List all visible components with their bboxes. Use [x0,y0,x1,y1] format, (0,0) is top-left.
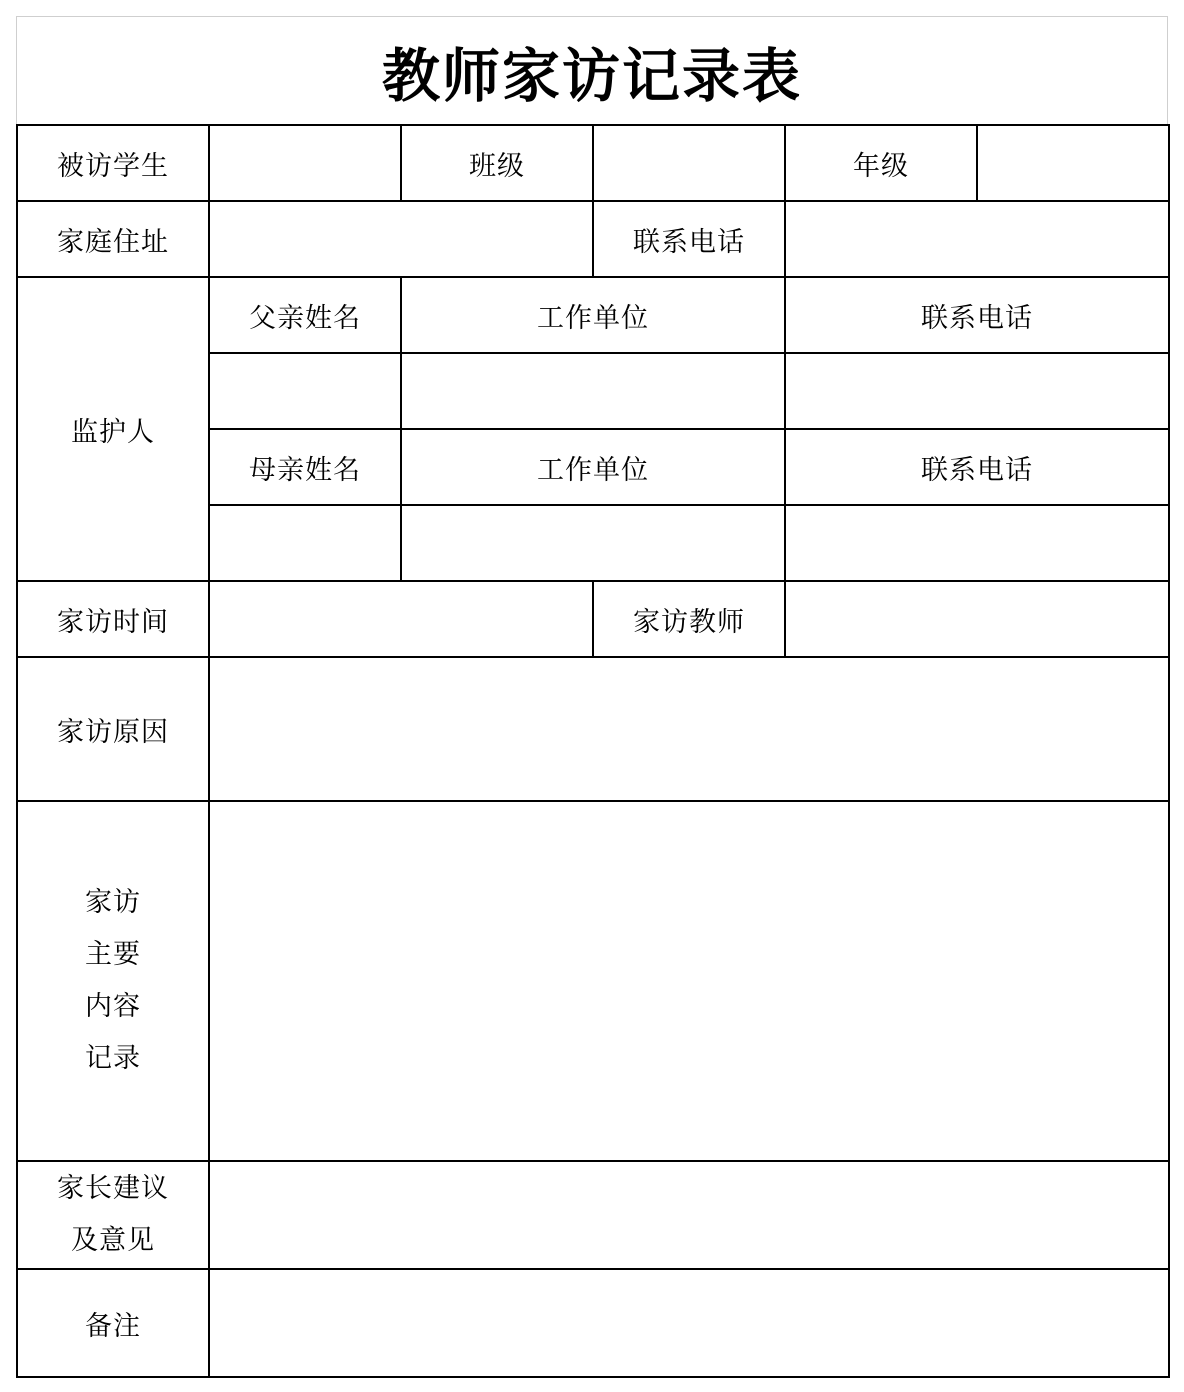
label-parent-advice-line2: 及意见 [71,1225,155,1256]
visit-record-table [16,124,1170,1378]
father-work-unit-value-cell[interactable] [401,353,785,429]
label-class: 班级 [401,125,593,201]
label-content-line1: 家访 [85,887,141,918]
label-father-work-unit: 工作单位 [401,277,785,353]
label-mother-phone: 联系电话 [785,429,1169,505]
label-mother-work-unit: 工作单位 [401,429,785,505]
visit-time-value-cell[interactable] [209,581,593,657]
father-phone-value-cell[interactable] [785,353,1169,429]
father-name-value-cell[interactable] [209,353,401,429]
label-remarks: 备注 [17,1269,209,1377]
row-visit-content [17,801,1169,1161]
visit-content-value-cell[interactable] [209,801,1169,1161]
label-father-name: 父亲姓名 [209,277,401,353]
student-value-cell[interactable] [209,125,401,201]
remarks-value-cell[interactable] [209,1269,1169,1377]
row-father-header [17,277,1169,353]
label-visit-time: 家访时间 [17,581,209,657]
label-mother-name: 母亲姓名 [209,429,401,505]
label-address: 家庭住址 [17,201,209,277]
parent-advice-value-cell[interactable] [209,1161,1169,1269]
label-phone: 联系电话 [593,201,785,277]
label-visit-teacher: 家访教师 [593,581,785,657]
class-value-cell[interactable] [593,125,785,201]
visit-reason-value-cell[interactable] [209,657,1169,801]
label-parent-advice [17,1161,209,1269]
visit-record-sheet [16,16,1168,1376]
form-title: 教师家访记录表 [16,16,1168,124]
label-parent-advice-line1: 家长建议 [57,1173,169,1204]
label-father-phone: 联系电话 [785,277,1169,353]
address-value-cell[interactable] [209,201,593,277]
mother-phone-value-cell[interactable] [785,505,1169,581]
mother-name-value-cell[interactable] [209,505,401,581]
row-visit-reason [17,657,1169,801]
row-student [17,125,1169,201]
row-remarks [17,1269,1169,1377]
label-visit-content [17,801,209,1161]
visit-teacher-value-cell[interactable] [785,581,1169,657]
grade-value-cell[interactable] [977,125,1169,201]
label-guardian: 监护人 [17,277,209,581]
label-visit-reason: 家访原因 [17,657,209,801]
label-content-line4: 记录 [85,1043,141,1074]
mother-work-unit-value-cell[interactable] [401,505,785,581]
label-student: 被访学生 [17,125,209,201]
phone-value-cell[interactable] [785,201,1169,277]
row-parent-advice [17,1161,1169,1269]
label-content-line2: 主要 [85,939,141,970]
label-content-line3: 内容 [85,991,141,1022]
label-grade: 年级 [785,125,977,201]
row-address [17,201,1169,277]
row-visit-time [17,581,1169,657]
